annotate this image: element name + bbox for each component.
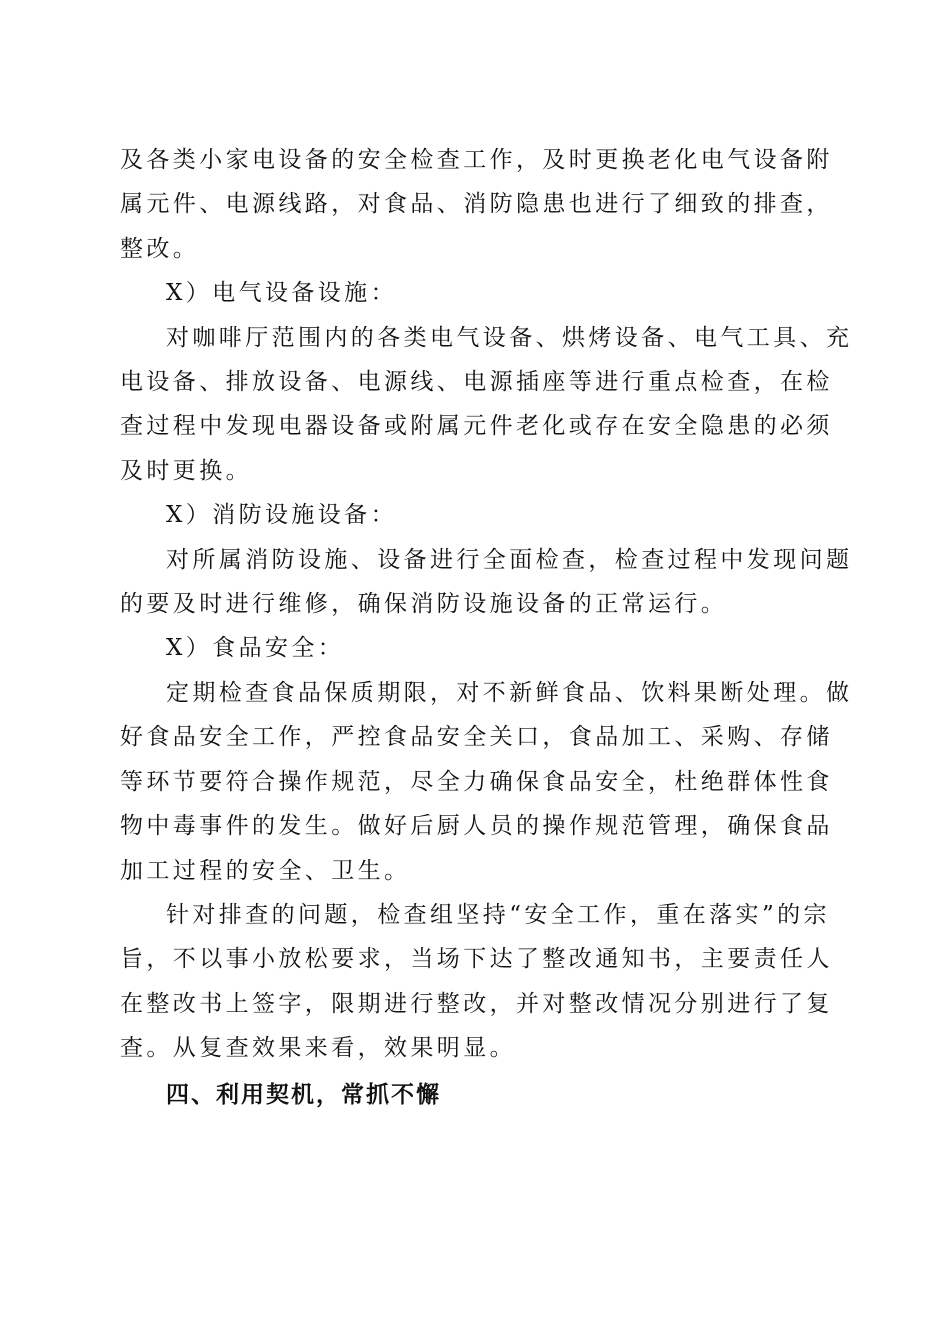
subheading-fire-safety bbox=[120, 493, 832, 537]
text-line: 等环节要符合操作规范，尽全力确保食品安全，杜绝群体性食 bbox=[120, 768, 833, 795]
subheading-food-safety bbox=[120, 626, 832, 670]
text-line: 电设备、排放设备、电源线、电源插座等进行重点检查，在检 bbox=[120, 369, 833, 396]
text-line: 属元件、电源线路，对食品、消防隐患也进行了细致的排查， bbox=[120, 191, 833, 218]
text-line: X）电气设备设施： bbox=[166, 280, 397, 307]
text-line: 对咖啡厅范围内的各类电气设备、烘烤设备、电气工具、充 bbox=[166, 324, 853, 351]
text-line: 查过程中发现电器设备或附属元件老化或存在安全隐患的必须 bbox=[120, 413, 833, 440]
text-line: 针对排查的问题，检查组坚持“安全工作，重在落实”的宗 bbox=[166, 901, 830, 928]
text-line: X）消防设施设备： bbox=[166, 502, 397, 529]
paragraph-electrical bbox=[120, 316, 853, 494]
text-line: 及各类小家电设备的安全检查工作，及时更换老化电气设备附 bbox=[120, 147, 833, 173]
text-line: X）食品安全： bbox=[166, 635, 345, 662]
text-line: 旨，不以事小放松要求，当场下达了整改通知书，主要责任人 bbox=[120, 946, 833, 973]
paragraph-intro bbox=[120, 138, 832, 271]
text-line: 在整改书上签字，限期进行整改，并对整改情况分别进行了复 bbox=[120, 990, 833, 1017]
paragraph-fire-safety bbox=[120, 538, 853, 627]
text-line: 对所属消防设施、设备进行全面检查，检查过程中发现问题 bbox=[166, 546, 853, 573]
text-line: 整改。 bbox=[120, 235, 200, 262]
text-line: 好食品安全工作，严控食品安全关口，食品加工、采购、存储 bbox=[120, 724, 833, 751]
text-line: 加工过程的安全、卫生。 bbox=[120, 857, 411, 884]
text-line: 物中毒事件的发生。做好后厨人员的操作规范管理，确保食品 bbox=[120, 813, 833, 840]
paragraph-food-safety bbox=[120, 671, 853, 893]
document-body bbox=[120, 138, 853, 1117]
text-line: 的要及时进行维修，确保消防设施设备的正常运行。 bbox=[120, 591, 728, 618]
section-heading: 四、利用契机，常抓不懈 bbox=[166, 1081, 441, 1108]
paragraph-rectification bbox=[120, 893, 832, 1071]
text-line: 及时更换。 bbox=[120, 457, 252, 484]
text-line: 定期检查食品保质期限，对不新鲜食品、饮料果断处理。做 bbox=[166, 679, 853, 706]
subheading-electrical bbox=[120, 271, 832, 315]
text-line: 查。从复查效果来看，效果明显。 bbox=[120, 1035, 516, 1062]
